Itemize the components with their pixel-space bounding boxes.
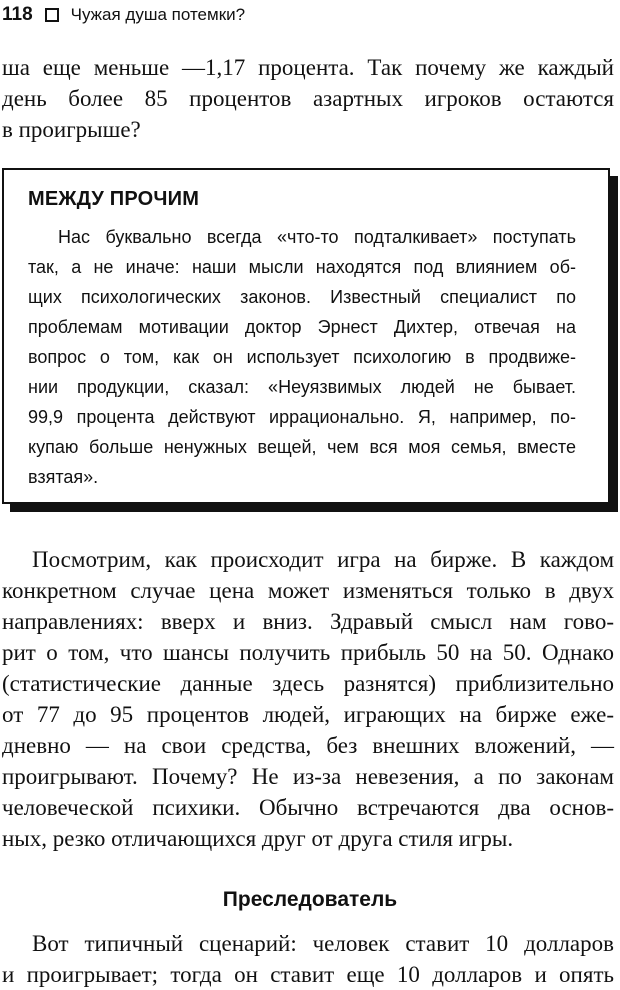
text-line: день более 85 процентов азартных игроков остаются — [2, 86, 614, 111]
text-line: Вот типичный сценарий: человек ставит 10 долларов — [32, 931, 614, 956]
sidebar-line: купаю больше ненужных вещей, чем вся моя семья, вместе — [28, 437, 576, 457]
text-line: ша еще меньше —1,17 процента. Так почему же каждый — [2, 55, 614, 80]
sidebar-line: 99,9 процента действуют иррационально. Я, например, по- — [28, 407, 576, 427]
text-line: направлениях: вверх и вниз. Здравый смысл нам гово- — [2, 609, 614, 634]
sidebar-heading: МЕЖДУ ПРОЧИМ — [28, 188, 200, 210]
text-line: ных, резко отличающихся друг от друга стиля игры. — [2, 826, 514, 851]
text-line: дневно — на свои средства, без внешних вложений, — — [2, 733, 614, 758]
sidebar-line: взятая». — [28, 467, 99, 487]
text-line: конкретном случае цена может изменяться только в двух — [2, 578, 614, 603]
text-line: (статистические данные здесь разнятся) приблизительно — [2, 671, 614, 696]
square-bullet-icon — [45, 8, 59, 22]
bottom-paragraph — [2, 928, 614, 990]
running-head — [2, 0, 245, 30]
chapter-title: Чужая душа потемки? — [70, 5, 246, 24]
text-line: в проигрыше? — [2, 117, 141, 142]
text-line: от 77 до 95 процентов людей, играющих на бирже еже- — [2, 702, 614, 727]
text-line: человеческой психики. Обычно встречаются два основ- — [2, 795, 614, 820]
page-number: 118 — [2, 4, 33, 25]
sidebar-line: так, а не иначе: наши мысли находятся под влиянием об- — [28, 257, 576, 277]
text-line: и проигрывает; тогда он ставит еще 10 долларов и опять — [2, 962, 614, 987]
sidebar-line: проблемам мотивации доктор Эрнест Дихтер, отвечая на — [28, 317, 576, 337]
top-paragraph — [2, 52, 614, 145]
text-line: проигрывают. Почему? Не из-за невезения, а по законам — [2, 764, 614, 789]
sidebar-body — [28, 222, 576, 492]
sidebar-line: нии продукции, сказал: «Неуязвимых людей не бывает. — [28, 377, 576, 397]
sidebar-line: щих психологических законов. Известный специалист по — [28, 287, 576, 307]
text-line: Посмотрим, как происходит игра на бирже. В каждом — [32, 547, 614, 572]
section-heading: Преследователь — [222, 888, 398, 911]
main-paragraph — [2, 544, 614, 854]
sidebar-line: Нас буквально всегда «что-то подталкивает» поступать — [58, 227, 576, 247]
sidebar-line: вопрос о том, как он использует психологию в продвиже- — [28, 347, 576, 367]
text-line: рит о том, что шансы получить прибыль 50 на 50. Однако — [2, 640, 614, 665]
